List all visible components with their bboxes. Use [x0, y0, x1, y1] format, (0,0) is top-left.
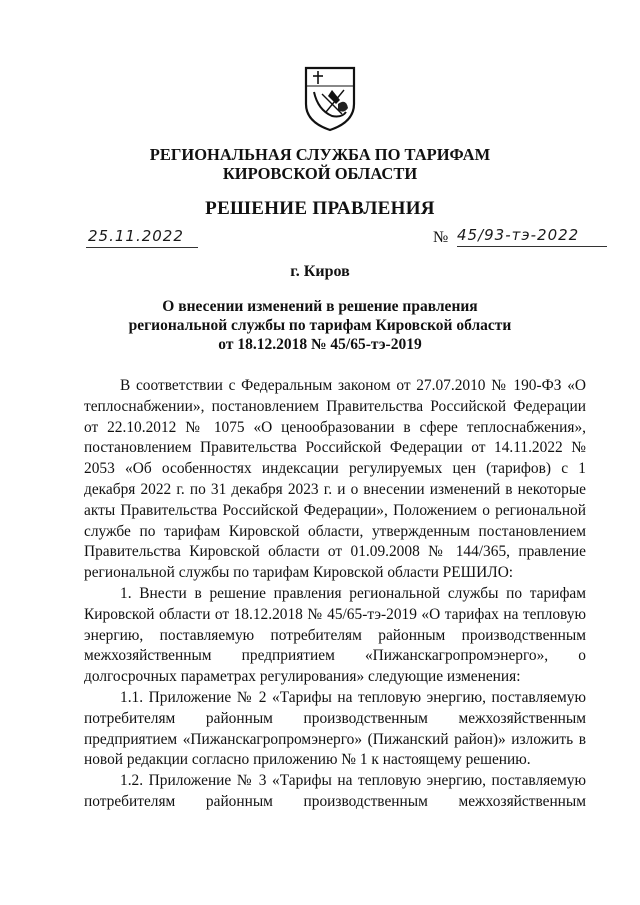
handwritten-number: 45/93-тэ-2022	[457, 226, 580, 244]
date-field	[86, 229, 198, 248]
body-paragraph-item-1: 1. Внести в решение правления региональной службы по тарифам Кировской области от 18.12.2018 № 45/65-тэ-2019 «О тарифах на тепловую энергию, поставляемую потребителям районным производственным межхозяйственным предприятием «Пижанскагропромэнерго», о долгосрочных параметрах регулирования» следующие изменения:	[84, 584, 586, 686]
subject-line2: региональной службы по тарифам Кировской области	[128, 317, 512, 334]
subject-line3: от 18.12.2018 № 45/65-тэ-2019	[218, 336, 422, 353]
city-name: г. Киров	[290, 263, 350, 280]
organization-name-line1: РЕГИОНАЛЬНАЯ СЛУЖБА ПО ТАРИФАМ	[149, 145, 491, 164]
body-paragraph-preamble: В соответствии с Федеральным законом от 27.07.2010 № 190-ФЗ «О теплоснабжении», постановлением Правительства Российской Федерации от 22.10.2012 № 1075 «О ценообразовании в сфере теплоснабжения», постановлением Правительства Российской Федерации от 14.11.2022 № 2053 «Об особенностях индексации регулируемых цен (тарифов) с 1 декабря 2022 г. по 31 декабря 2023 г. и о внесении изменений в некоторые акты Правительства Российской Федерации», Положением о региональной службе по тарифам Кировской области, утвержденным постановлением Правительства Кировской области от 01.09.2008 № 144/365, правление региональной службы по тарифам Кировской области РЕШИЛО:	[84, 377, 586, 582]
number-sign: №	[433, 229, 449, 246]
handwritten-date: 25.11.2022	[88, 227, 184, 245]
body-paragraph-item-1-2: 1.2. Приложение № 3 «Тарифы на тепловую энергию, поставляемую потребителям районным производственным межхозяйственным	[84, 772, 586, 810]
document-type-title: РЕШЕНИЕ ПРАВЛЕНИЯ	[205, 198, 435, 219]
body-paragraph-item-1-1: 1.1. Приложение № 2 «Тарифы на тепловую энергию, поставляемую потребителям районным производственным межхозяйственным предприятием «Пижанскагропромэнерго» (Пижанский район)» изложить в новой редакции согласно приложению № 1 к настоящему решению.	[84, 688, 586, 769]
kirov-oblast-coat-of-arms-icon	[302, 64, 358, 132]
document-subject	[0, 297, 640, 354]
document-body	[84, 376, 586, 813]
subject-line1: О внесении изменений в решение правления	[162, 298, 478, 315]
number-underline	[457, 228, 607, 247]
organization-name-line2: КИРОВСКОЙ ОБЛАСТИ	[222, 164, 418, 183]
document-number-field	[433, 228, 605, 248]
